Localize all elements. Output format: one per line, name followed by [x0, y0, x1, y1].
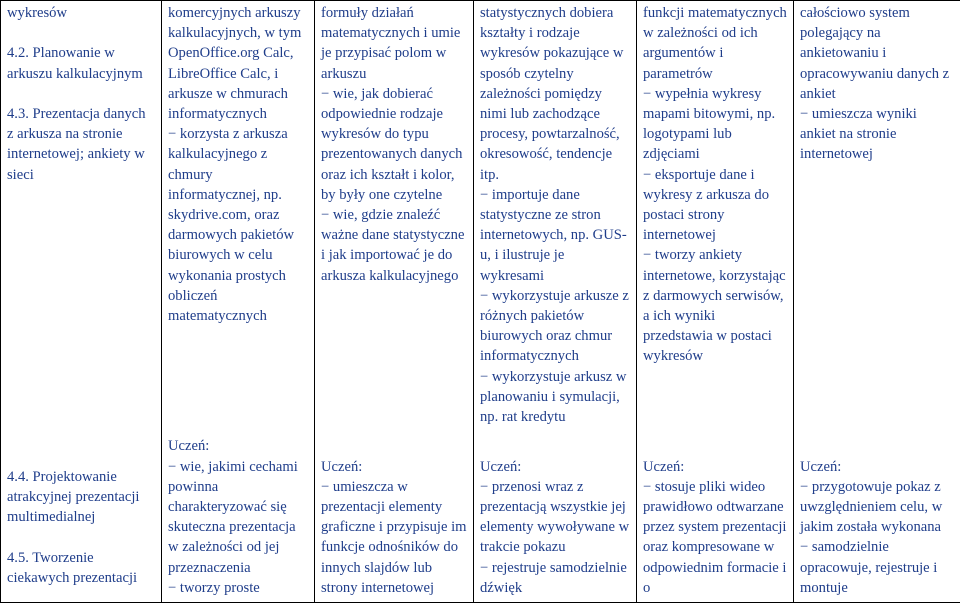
requirement-continuation: komercyjnych arkuszy kalkulacyjnych, w tym OpenOffice.org Calc, LibreOffice Calc, i arkusze w chmurach informatycznych — [168, 3, 308, 124]
topic-line: 4.5. Tworzenie ciekawych prezentacji — [7, 548, 155, 588]
requirement-item: − wykorzystuje arkusz w planowaniu i symulacji, np. rat kredytu — [480, 367, 630, 428]
uczen-label: Uczeń: — [321, 457, 467, 477]
uczen-label: Uczeń: — [480, 457, 630, 477]
requirement-item: − wie, jakimi cechami powinna charakteryzować się skuteczna prezentacja w zależności od jej przeznaczenia — [168, 457, 308, 578]
requirement-continuation: statystycznych dobiera kształty i rodzaje wykresów pokazujące w sposób czytelny zależności pomiędzy nimi lub zachodzące procesy, powtarzalność, okresowość, tendencje itp. — [480, 3, 630, 185]
topic-line — [7, 23, 155, 43]
requirement-item: − importuje dane statystyczne ze stron internetowych, np. GUS-u, i ilustruje je wykresami — [480, 185, 630, 286]
requirement-item: − eksportuje dane i wykresy z arkusza do postaci strony internetowej — [643, 165, 787, 246]
grade-6-cell — [794, 1, 960, 603]
grade-5-cell — [637, 1, 794, 603]
topic-line: 4.3. Prezentacja danych z arkusza na stronie internetowej; ankiety w sieci — [7, 104, 155, 185]
topic-line: 4.4. Projektowanie atrakcyjnej prezentacji multimedialnej — [7, 467, 155, 528]
grade-3-cell — [315, 1, 474, 603]
requirement-item: − tworzy ankiety internetowe, korzystając z darmowych serwisów, a ich wyniki przedstawia w postaci wykresów — [643, 245, 787, 366]
requirement-item: − wie, jak dobierać odpowiednie rodzaje wykresów do typu prezentowanych danych oraz ich kształt i kolor, by były one czytelne — [321, 84, 467, 205]
topic-line — [7, 84, 155, 104]
topic-line: wykresów — [7, 3, 155, 23]
requirement-item: − przenosi wraz z prezentacją wszystkie jej elementy wywoływane w trakcie pokazu — [480, 477, 630, 558]
uczen-label: Uczeń: — [800, 457, 954, 477]
requirement-item: − przygotowuje pokaz z uwzględnieniem celu, w jakim została wykonana — [800, 477, 954, 538]
requirement-item: − wykorzystuje arkusze z różnych pakietów biurowych oraz chmur informatycznych — [480, 286, 630, 367]
requirement-item: − samodzielnie opracowuje, rejestruje i montuje — [800, 537, 954, 598]
uczen-label: Uczeń: — [643, 457, 787, 477]
uczen-label: Uczeń: — [168, 436, 308, 456]
requirement-continuation: całościowo system polegający na ankietowaniu i opracowywaniu danych z ankiet — [800, 3, 954, 104]
grade-2-cell — [162, 1, 315, 603]
topic-line: 4.2. Planowanie w arkuszu kalkulacyjnym — [7, 43, 155, 83]
requirement-continuation: funkcji matematycznych w zależności od ich argumentów i parametrów — [643, 3, 787, 84]
requirement-item: − stosuje pliki wideo prawidłowo odtwarzane przez system prezentacji oraz kompresowane w odpowiednim formacie i o — [643, 477, 787, 598]
requirement-item: − tworzy proste — [168, 578, 308, 598]
topics-cell — [1, 1, 162, 603]
requirement-item: − umieszcza w prezentacji elementy graficzne i przypisuje im funkcje odnośników do innych slajdów lub strony internetowej — [321, 477, 467, 598]
requirement-continuation: formuły działań matematycznych i umie je przypisać polom w arkuszu — [321, 3, 467, 84]
requirement-item: − umieszcza wyniki ankiet na stronie internetowej — [800, 104, 954, 165]
requirement-item: − rejestruje samodzielnie dźwięk — [480, 558, 630, 598]
requirement-item: − korzysta z arkusza kalkulacyjnego z chmury informatycznej, np. skydrive.com, oraz darmowych pakietów biurowych w celu wykonania prostych obliczeń matematycznych — [168, 124, 308, 326]
grade-4-cell — [474, 1, 637, 603]
requirement-item: − wypełnia wykresy mapami bitowymi, np. logotypami lub zdjęciami — [643, 84, 787, 165]
topic-line — [7, 527, 155, 547]
requirement-item: − wie, gdzie znaleźć ważne dane statystyczne i jak importować je do arkusza kalkulacyjnego — [321, 205, 467, 286]
